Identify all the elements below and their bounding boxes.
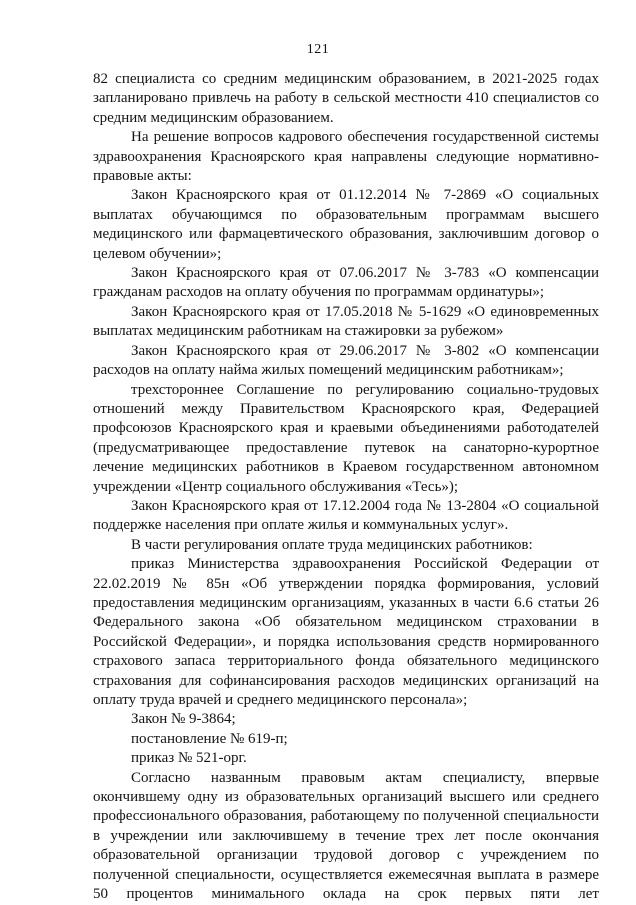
paragraph: На решение вопросов кадрового обеспечения государственной системы здравоохранения Красноярского края направлены следующие нормативно-правовые акты: bbox=[93, 129, 599, 185]
paragraph: Закон Красноярского края от 01.12.2014 № 7-2869 «О социальных выплатах обучающимся по образовательным программам высшего медицинского или фармацевтического образования, заключившим договор о целевом обучении»; bbox=[93, 187, 599, 262]
paragraph: приказ Министерства здравоохранения Российской Федерации от 22.02.2019 № 85н «Об утверждении порядка формирования, условий предоставления медицинским организациям, указанных в части 6.6 статьи 26 Федерального закона «Об обязательном медицинском страховании в Российской Федерации», и порядка использования средств нормированного страхового запаса территориального фонда обязательного медицинского страхования для софинансирования расходов медицинских организаций на оплату труда врачей и среднего медицинского персонала»; bbox=[93, 556, 599, 708]
paragraph: В части регулирования оплате труда медицинских работников: bbox=[131, 536, 533, 553]
paragraph: Закон Красноярского края от 07.06.2017 № 3-783 «О компенсации гражданам расходов на оплату обучения по программам ординатуры»; bbox=[93, 265, 599, 301]
paragraph: приказ № 521-орг. bbox=[131, 750, 247, 767]
paragraph: Согласно названным правовым актам специалисту, впервые окончившему одну из образовательных организаций высшего или среднего профессионального образования, работающему по полученной специальности в учреждении или заключившему в течение трех лет после окончания образовательной организации трудовой договор с учреждением по полученной специальности, осуществляется ежемесячная выплата в размере 50 процентов минимального оклада на срок первых пяти лет bbox=[93, 769, 599, 903]
document-body bbox=[93, 70, 599, 904]
paragraph: постановление № 619-п; bbox=[131, 730, 288, 747]
paragraph: Закон Красноярского края от 29.06.2017 № 3-802 «О компенсации расходов на оплату найма жилых помещений медицинским работникам»; bbox=[93, 342, 599, 379]
paragraph: Закон Красноярского края от 17.12.2004 года № 13-2804 «О социальной поддержке населения при оплате жилья и коммунальных услуг». bbox=[93, 497, 599, 534]
page-number: 121 bbox=[306, 42, 330, 57]
paragraph: трехстороннее Соглашение по регулированию социально-трудовых отношений между Правительством Красноярского края, Федерацией профсоюзов Красноярского края и краевыми объединениями работодателей (предусматривающее предоставление путевок на санаторно-курортное лечение медицинских работников в Краевом государственном автономном учреждении «Центр социального обслуживания «Тесь»); bbox=[93, 381, 599, 495]
paragraph: Закон Красноярского края от 17.05.2018 № 5-1629 «О единовременных выплатах медицинским работникам на стажировки за рубежом» bbox=[93, 303, 599, 340]
paragraph: 82 специалиста со средним медицинским образованием, в 2021-2025 годах запланировано привлечь на работу в сельской местности 410 специалистов со средним медицинским образованием. bbox=[93, 71, 599, 126]
paragraph: Закон № 9-3864; bbox=[131, 711, 236, 728]
